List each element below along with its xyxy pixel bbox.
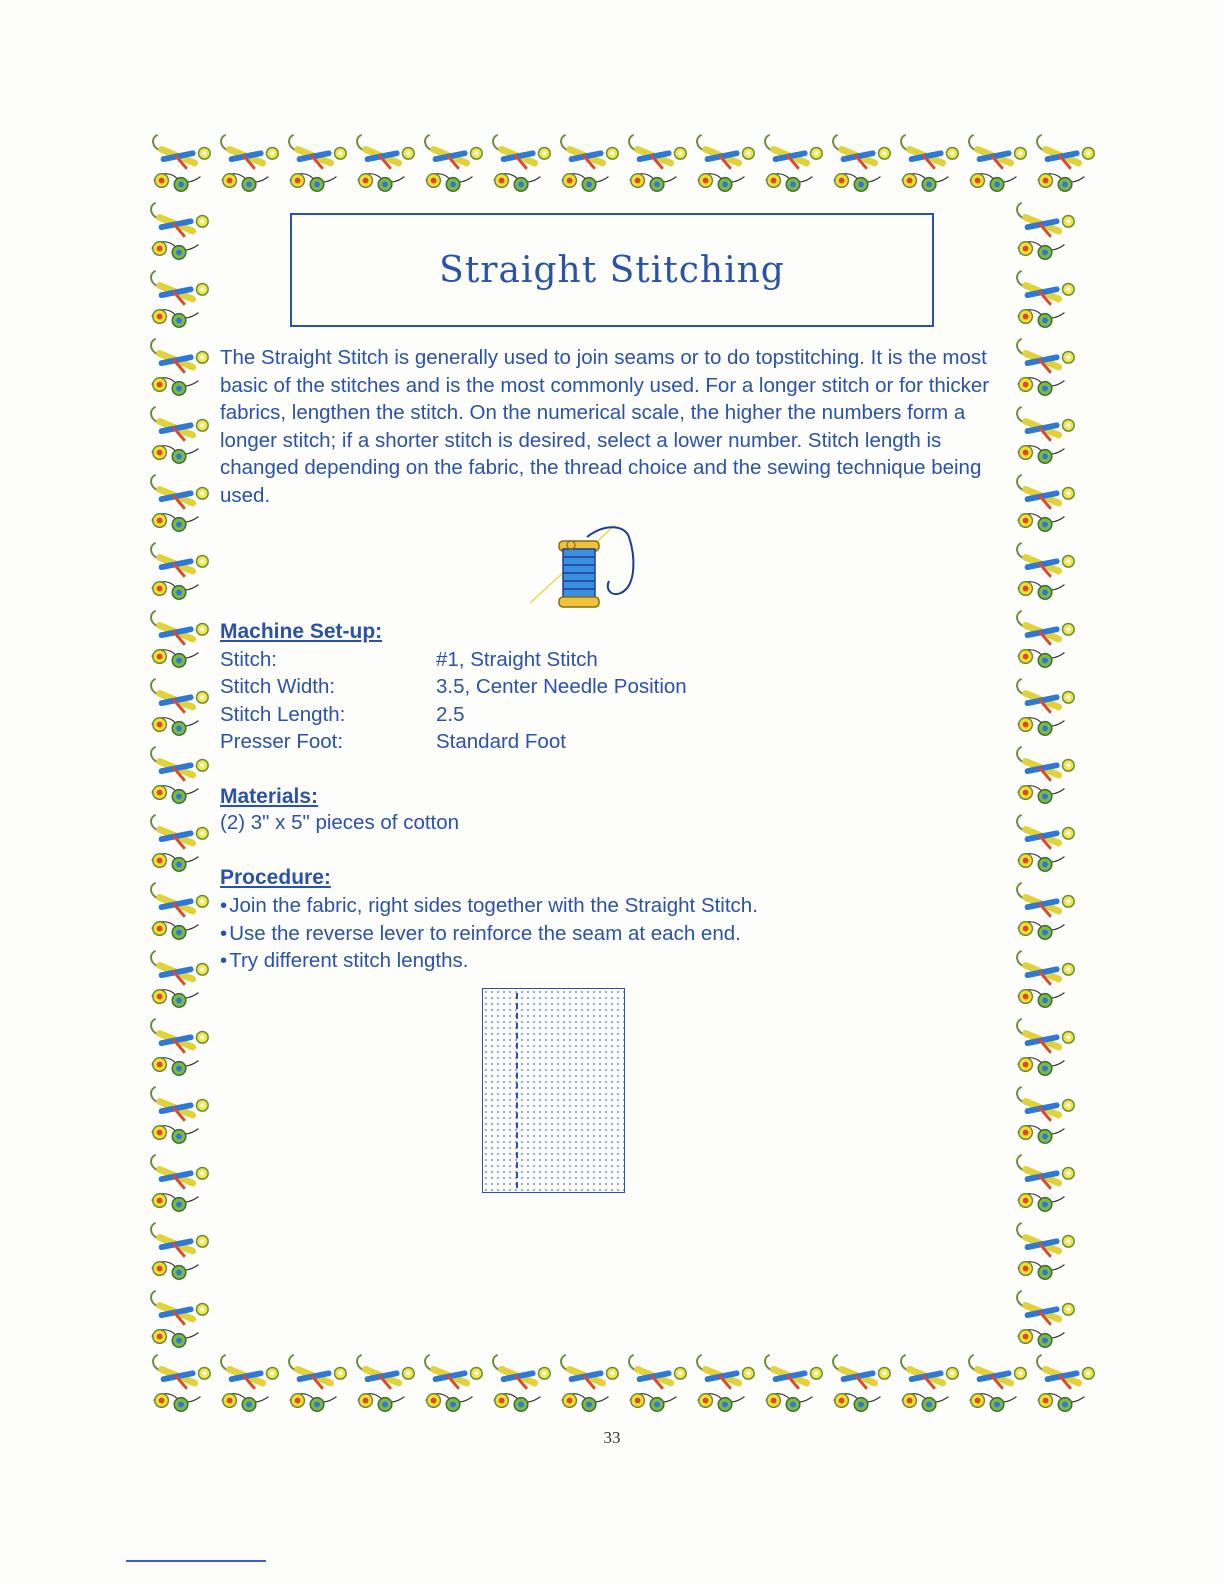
scissors-and-thread-icon — [1012, 1150, 1080, 1218]
scissors-and-thread-icon — [1012, 606, 1080, 674]
intro-paragraph: The Straight Stitch is generally used to join seams or to do topstitching. It is the most basic of the stitches and is the most commonly used. For a longer stitch or for thicker fabrics, lengthen the stitch. On the numerical scale, the higher the numbers form a longer stitch; if a shorter stitch is desired, select a lower number. Stitch length is changed depending on the fabric, the thread choice and the sewing technique being used. — [220, 346, 990, 507]
scissors-and-thread-icon — [828, 1350, 896, 1418]
scissors-and-thread-icon — [692, 1350, 760, 1418]
procedure-step: • Use the reverse lever to reinforce the seam at each end. — [220, 920, 758, 948]
decorative-border-left — [146, 198, 218, 1348]
setup-label: Stitch Length: — [220, 702, 346, 726]
materials-text: (2) 3" x 5" pieces of cotton — [220, 811, 460, 834]
scissors-and-thread-icon — [352, 1350, 420, 1418]
footer-rule — [126, 1560, 266, 1562]
scissors-and-thread-icon — [692, 130, 760, 198]
scissors-and-thread-icon — [146, 198, 214, 266]
scissors-and-thread-icon — [146, 606, 214, 674]
page-title: Straight Stitching — [439, 249, 785, 291]
scissors-and-thread-icon — [1032, 1350, 1100, 1418]
scissors-and-thread-icon — [148, 130, 216, 198]
setup-row — [220, 646, 687, 674]
scissors-and-thread-icon — [964, 1350, 1032, 1418]
scissors-and-thread-icon — [964, 130, 1032, 198]
page-number: 33 — [603, 1428, 621, 1447]
scissors-and-thread-icon — [1012, 674, 1080, 742]
scissors-and-thread-icon — [146, 946, 214, 1014]
procedure-list — [220, 892, 758, 975]
scissors-and-thread-icon — [760, 1350, 828, 1418]
scissors-and-thread-icon — [352, 130, 420, 198]
scissors-and-thread-icon — [556, 1350, 624, 1418]
scissors-and-thread-icon — [146, 538, 214, 606]
scissors-and-thread-icon — [488, 1350, 556, 1418]
machine-setup-heading: Machine Set-up: — [220, 620, 383, 643]
scissors-and-thread-icon — [1012, 1082, 1080, 1150]
scissors-and-thread-icon — [146, 742, 214, 810]
scissors-and-thread-icon — [1012, 334, 1080, 402]
scissors-and-thread-icon — [1012, 470, 1080, 538]
scissors-and-thread-icon — [146, 1014, 214, 1082]
straight-stitch-line — [516, 993, 518, 1188]
scissors-and-thread-icon — [146, 674, 214, 742]
scissors-and-thread-icon — [624, 1350, 692, 1418]
scissors-and-thread-icon — [420, 1350, 488, 1418]
materials-heading: Materials: — [220, 785, 319, 808]
scissors-and-thread-icon — [216, 130, 284, 198]
scissors-and-thread-icon — [828, 130, 896, 198]
decorative-border-right — [1012, 198, 1084, 1348]
scissors-and-thread-icon — [146, 878, 214, 946]
setup-label: Stitch: — [220, 647, 277, 671]
procedure-step: • Join the fabric, right sides together with the Straight Stitch. — [220, 892, 758, 920]
scissors-and-thread-icon — [1012, 742, 1080, 810]
scissors-and-thread-icon — [420, 130, 488, 198]
scissors-and-thread-icon — [146, 1218, 214, 1286]
stitch-sample-diagram — [482, 988, 625, 1193]
scissors-and-thread-icon — [284, 130, 352, 198]
scissors-and-thread-icon — [556, 130, 624, 198]
scissors-and-thread-icon — [760, 130, 828, 198]
scissors-and-thread-icon — [146, 266, 214, 334]
procedure-step: • Try different stitch lengths. — [220, 947, 758, 975]
scissors-and-thread-icon — [146, 1082, 214, 1150]
setup-value: 2.5 — [436, 702, 465, 726]
scissors-and-thread-icon — [1012, 402, 1080, 470]
scissors-and-thread-icon — [1012, 1218, 1080, 1286]
scissors-and-thread-icon — [488, 130, 556, 198]
setup-value: 3.5, Center Needle Position — [436, 675, 687, 699]
scissors-and-thread-icon — [148, 1350, 216, 1418]
scissors-and-thread-icon — [146, 1150, 214, 1218]
setup-value: #1, Straight Stitch — [436, 647, 598, 671]
scissors-and-thread-icon — [146, 810, 214, 878]
scissors-and-thread-icon — [1012, 266, 1080, 334]
title-box — [290, 213, 934, 327]
scissors-and-thread-icon — [146, 1286, 214, 1354]
scissors-and-thread-icon — [146, 470, 214, 538]
scissors-and-thread-icon — [896, 1350, 964, 1418]
thread-spool-icon — [525, 515, 645, 615]
setup-label: Stitch Width: — [220, 675, 336, 699]
scissors-and-thread-icon — [1012, 810, 1080, 878]
procedure-heading: Procedure: — [220, 866, 331, 889]
scissors-and-thread-icon — [1012, 538, 1080, 606]
setup-row — [220, 674, 687, 702]
scissors-and-thread-icon — [1012, 878, 1080, 946]
scissors-and-thread-icon — [146, 334, 214, 402]
setup-label: Presser Foot: — [220, 730, 344, 754]
scissors-and-thread-icon — [146, 402, 214, 470]
scissors-and-thread-icon — [1012, 1286, 1080, 1354]
machine-setup-table — [220, 646, 687, 756]
scissors-and-thread-icon — [1012, 1014, 1080, 1082]
scissors-and-thread-icon — [216, 1350, 284, 1418]
setup-value: Standard Foot — [436, 730, 566, 754]
decorative-border-top — [148, 130, 1083, 202]
scissors-and-thread-icon — [1012, 198, 1080, 266]
scissors-and-thread-icon — [896, 130, 964, 198]
setup-row — [220, 729, 687, 757]
scissors-and-thread-icon — [624, 130, 692, 198]
scissors-and-thread-icon — [1032, 130, 1100, 198]
scissors-and-thread-icon — [1012, 946, 1080, 1014]
setup-row — [220, 701, 687, 729]
decorative-border-bottom — [148, 1350, 1083, 1422]
scissors-and-thread-icon — [284, 1350, 352, 1418]
